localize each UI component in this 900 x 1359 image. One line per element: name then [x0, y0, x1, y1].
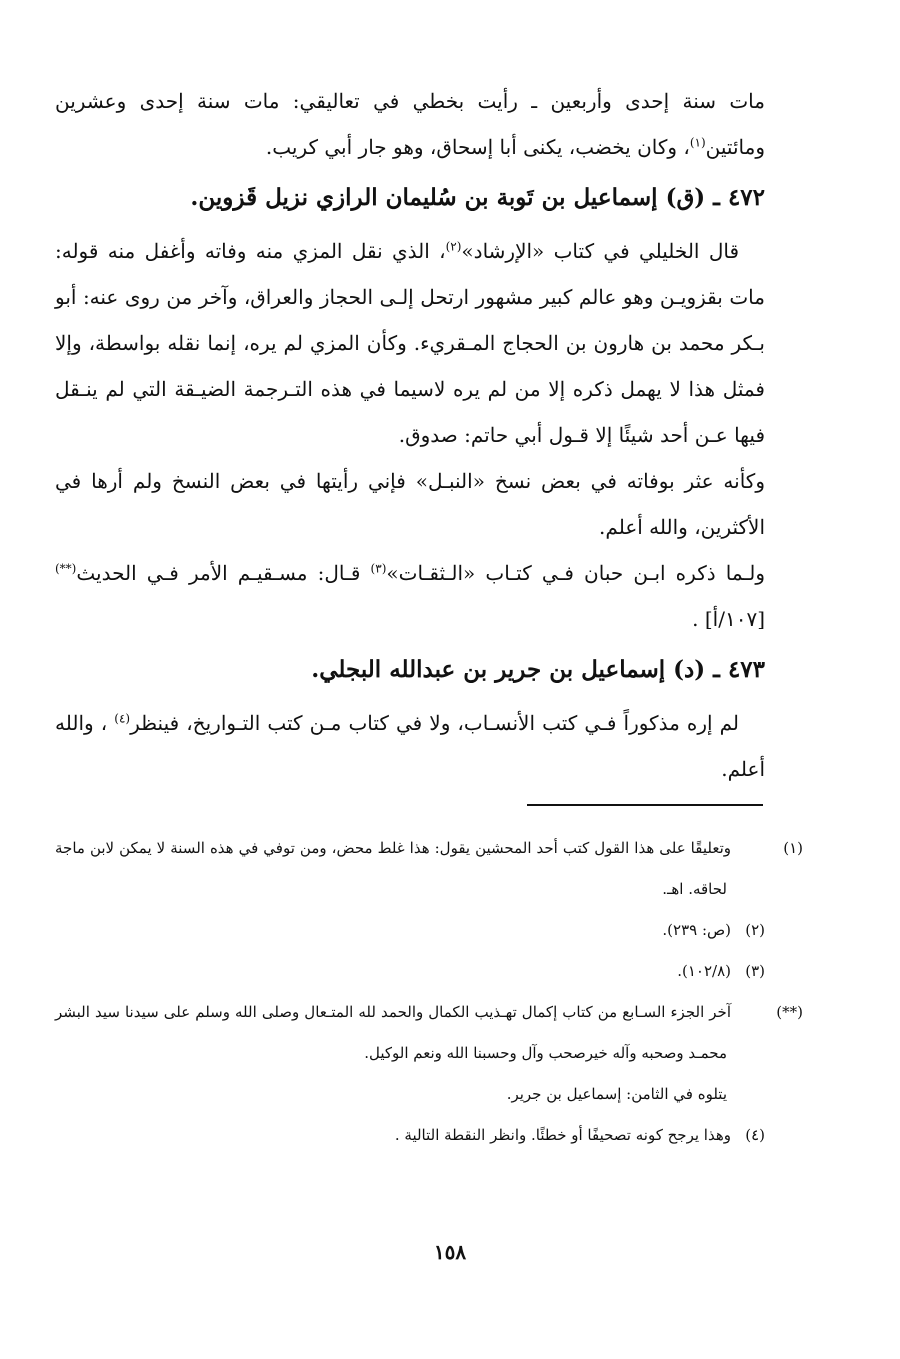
footnote-ref-1: (١)	[689, 135, 706, 150]
paragraph-text: ، وكان يخضب، يكنى أبا إسحاق، وهو جار أبي كريب.	[265, 135, 690, 159]
footnote-number: (٢)	[745, 921, 765, 939]
footnote-text: وتعليقًا على هذا القول كتب أحد المحشين يقول: هذا غلط محض، ومن توفي في هذه السنة لا يمكن لابن ماجة لحاقه. اهـ.	[55, 839, 731, 898]
paragraph-text: [١٠٧/أ] .	[692, 607, 765, 631]
page-number: ١٥٨	[433, 1240, 467, 1264]
footnote-text: (١٠٢/٨).	[677, 962, 731, 980]
footnote-1	[55, 828, 803, 910]
footnote-text: آخر الجزء السـابع من كتاب إكمال تهـذيب الكمال والحمد لله المتـعال وصلى الله وسلم على سيدنا سيد البشر محمـد وصحبه وآله خيرصحب وآل وحسبنا الله ونعم الوكيل.	[55, 1003, 732, 1062]
footnote-4	[55, 1115, 765, 1156]
footnote-text: وهذا يرجح كونه تصحيفًا أو خطئًا. وانظر النقطة التالية .	[394, 1126, 731, 1144]
paragraph-text: ، الذي نقل المزي منه وفاته وأغفل منه قوله: مات بقزويـن وهو عالم كبير مشهور ارتحل إلـى الحجاز والعراق، وآخر من روى عنه: أبو بـكر محمد بن هارون بن الحجاج المـقريء. وكأن المزي لم يره، إنما نقله بواسطة، وإلا فمثل هذا لا يهمل ذكره إلا من لم يره لاسيما في هذه التـرجمة الضيـقة التي لم ينـقل فيها عـن أحد شيئًا إلا قـول أبي حاتم: صدوق.	[55, 239, 765, 447]
footnote-text: (ص: ٢٣٩).	[662, 921, 731, 939]
paragraph-text: قال الخليلي في كتاب «الإرشاد»	[461, 239, 740, 263]
footnote-ref-star: (**)	[55, 561, 77, 576]
entry-heading-473: ٤٧٣ ـ (د) إسماعيل بن جرير بن عبدالله البجلي.	[311, 656, 765, 683]
footnote-ref-4: (٤)	[114, 711, 131, 726]
footnote-number: (**)	[776, 1003, 804, 1021]
footnote-number: (١)	[783, 839, 803, 857]
main-text	[55, 78, 765, 792]
footnote-number: (٤)	[745, 1126, 765, 1144]
entry-heading-472: ٤٧٢ ـ (ق) إسماعيل بن تَوبة بن سُليمان الرازي نزيل قَزوين.	[190, 184, 765, 211]
paragraph-not-found	[55, 700, 765, 792]
footnote-number: (٣)	[745, 962, 765, 980]
footnote-separator	[527, 804, 763, 806]
paragraph-text: مات سنة إحدى وأربعين ـ رأيت بخطي في تعاليقي: مات سنة إحدى وعشرين ومائتين	[55, 89, 765, 159]
paragraph-text: ، والله أعلم.	[55, 711, 765, 781]
footnote-ref-2: (٢)	[445, 239, 462, 254]
footnote-star	[55, 992, 804, 1074]
footnote-2	[55, 910, 765, 951]
paragraph-text: قـال: مسـقيـم الأمر فـي الحديث	[76, 561, 361, 585]
footnote-ref-3: (٣)	[370, 561, 387, 576]
paragraph-nubl: وكأنه عثر بوفاته في بعض نسخ «النبـل» فإني رأيتها في بعض النسخ ولم أرها في الأكثرين، والله أعلم.	[55, 469, 765, 539]
paragraph-text: ولـما ذكره ابـن حبان فـي كتـاب «الـثقـات»	[386, 561, 766, 585]
paragraph-khalili	[55, 228, 765, 458]
footnote-3	[55, 951, 765, 992]
footnotes	[55, 828, 804, 1156]
paragraph-death-date	[55, 78, 765, 170]
paragraph-ibn-hibban	[55, 550, 765, 642]
footnote-star-continuation: يتلوه في الثامن: إسماعيل بن جرير.	[506, 1085, 727, 1103]
paragraph-text: لم إره مذكوراً فـي كتب الأنسـاب، ولا في كتاب مـن كتب التـواريخ، فينظر	[130, 711, 740, 735]
